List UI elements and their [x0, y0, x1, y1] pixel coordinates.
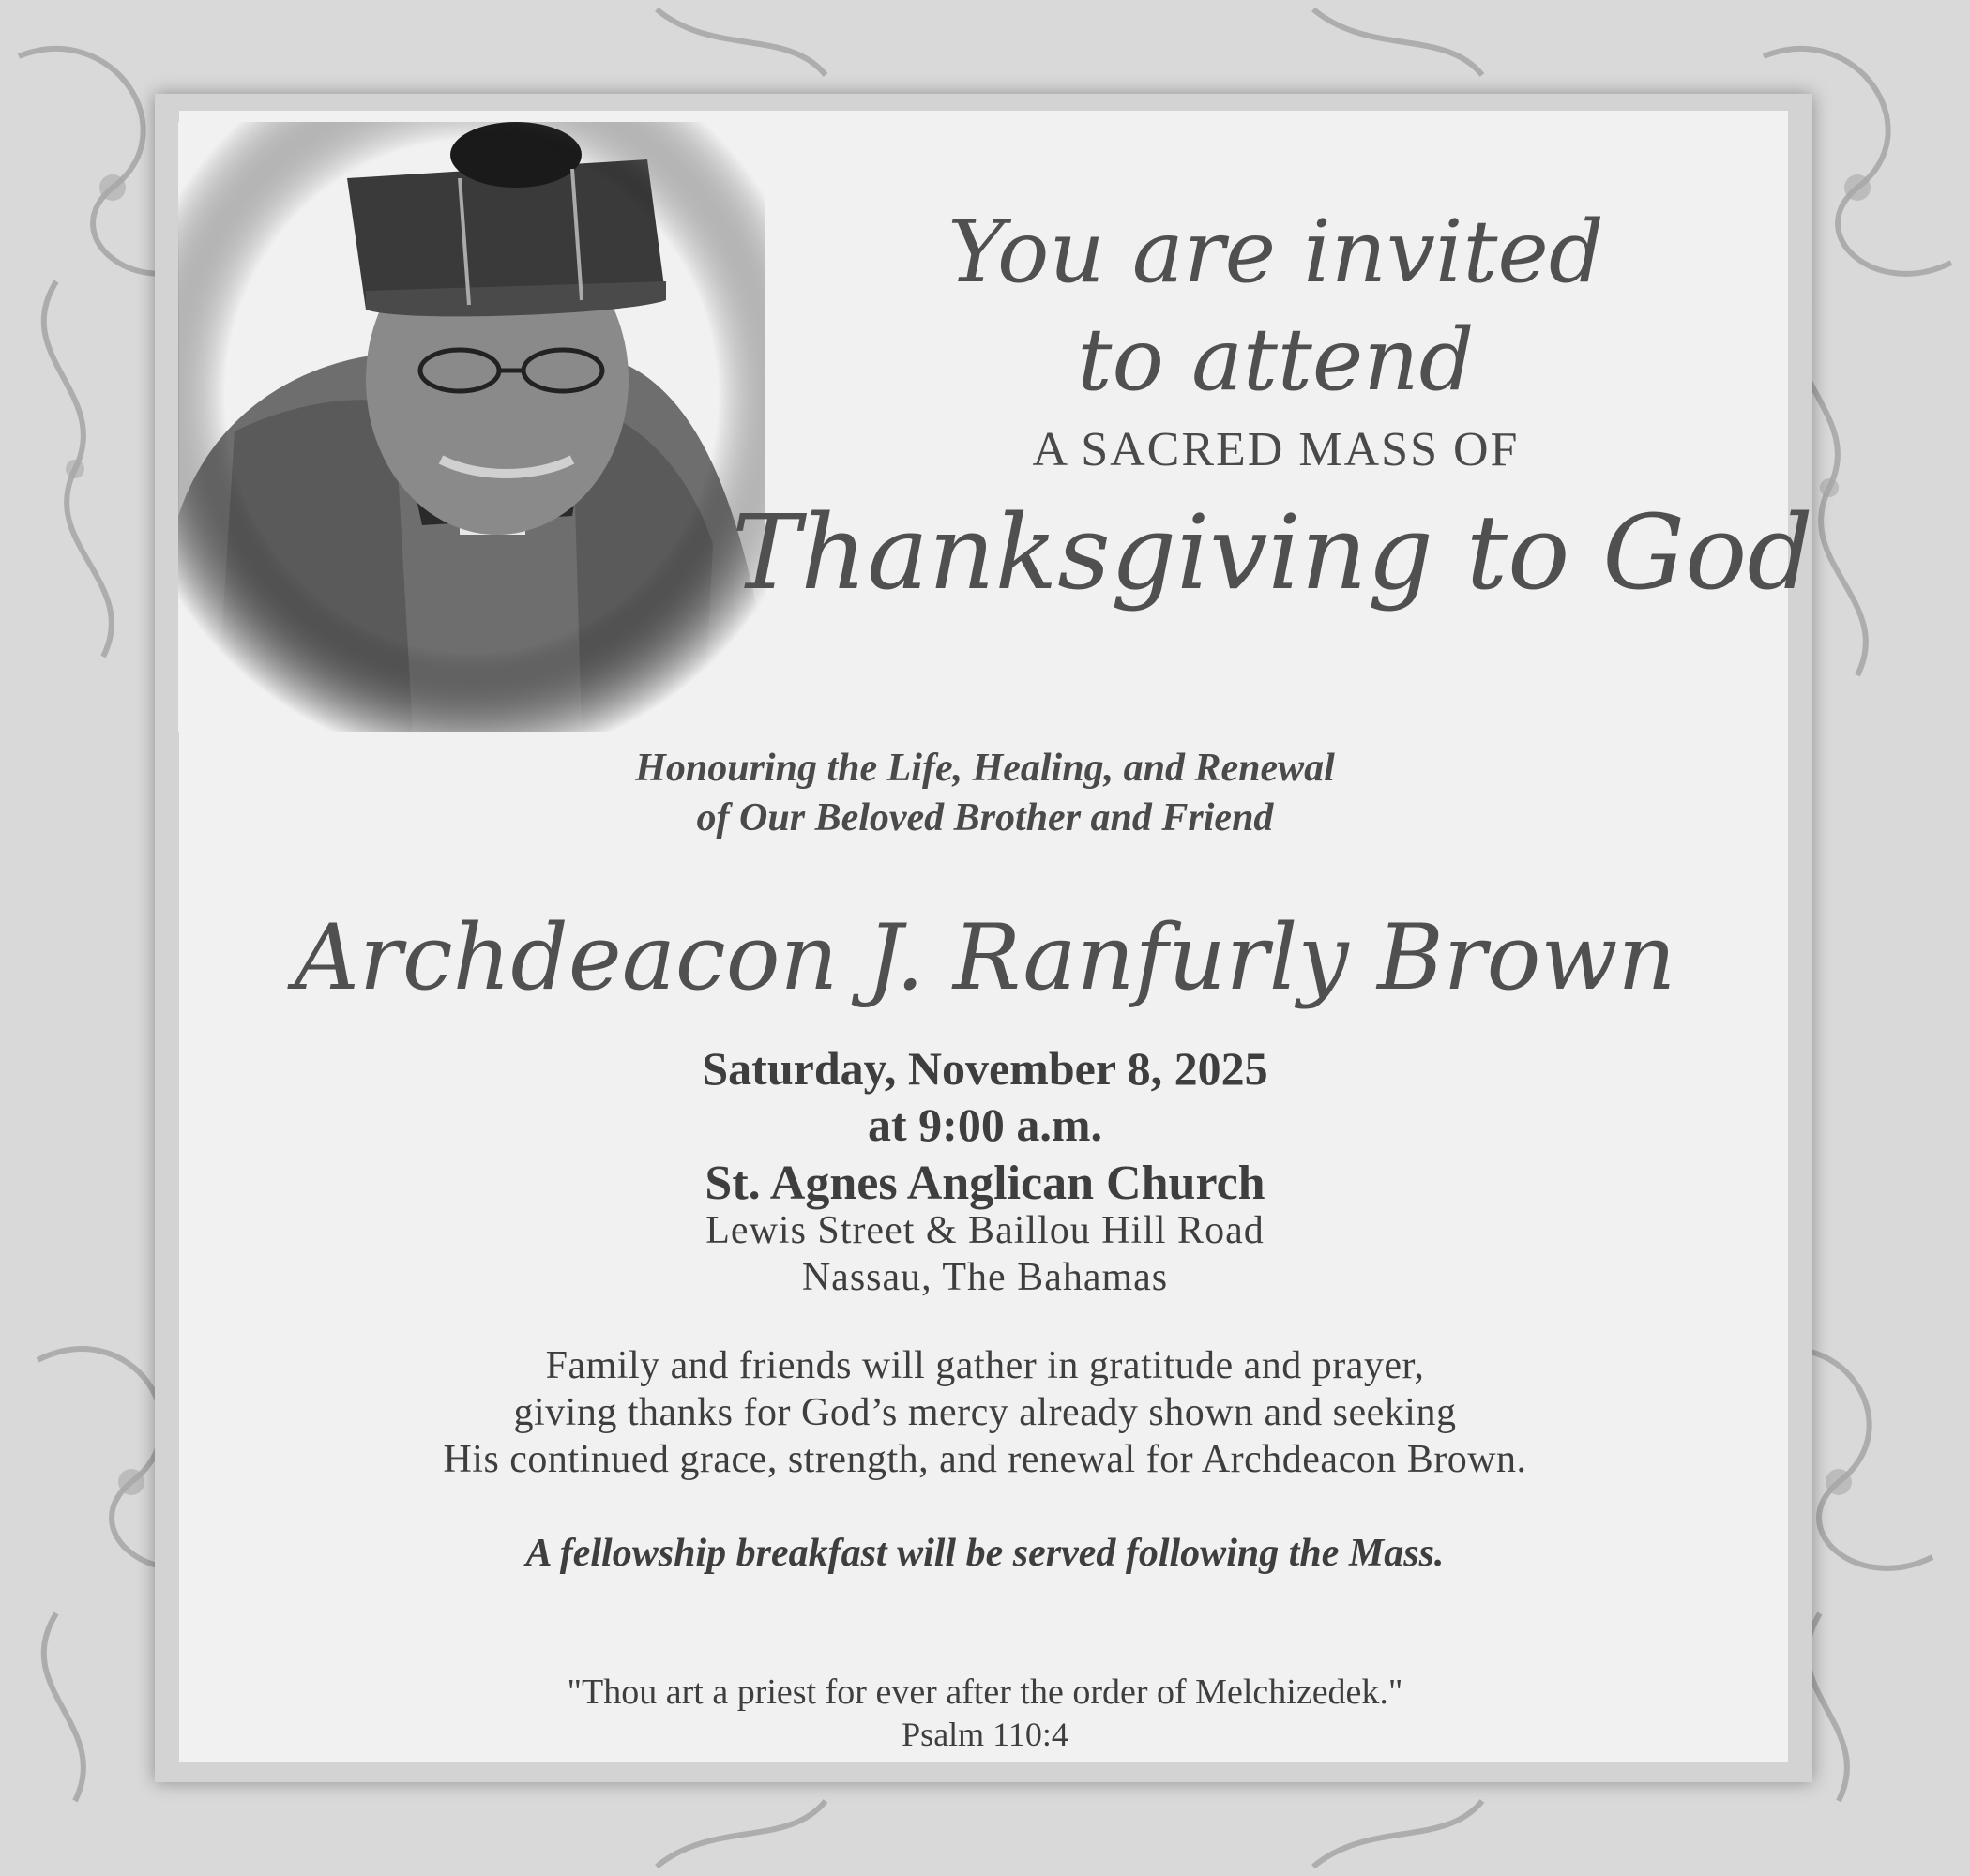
invitation-line-1: You are invited: [947, 202, 1604, 302]
scripture-reference: Psalm 110:4: [902, 1716, 1068, 1753]
honouring-line-2: of Our Beloved Brother and Friend: [696, 796, 1274, 840]
address-line-1: Lewis Street & Baillou Hill Road: [705, 1209, 1265, 1252]
portrait-photo: [178, 122, 765, 732]
invitation-line-2: to attend: [1077, 310, 1475, 410]
address-line-2: Nassau, The Bahamas: [801, 1256, 1169, 1299]
thanksgiving-heading: Thanksgiving to God: [732, 492, 1813, 613]
scripture-quote: "Thou art a priest for ever after the order of Melchizedek.": [567, 1672, 1403, 1712]
message-line-1: Family and friends will gather in gratitude and prayer,: [545, 1344, 1425, 1387]
event-date: Saturday, November 8, 2025: [702, 1042, 1268, 1095]
message-line-3: His continued grace, strength, and renewal for Archdeacon Brown.: [443, 1438, 1527, 1481]
fellowship-note: A fellowship breakfast will be served following the Mass.: [525, 1532, 1445, 1575]
event-time: at 9:00 a.m.: [868, 1098, 1102, 1151]
honouring-line-1: Honouring the Life, Healing, and Renewal: [635, 747, 1335, 790]
mass-heading: A SACRED MASS OF: [1032, 423, 1520, 477]
church-name: St. Agnes Anglican Church: [705, 1157, 1265, 1210]
message-line-2: giving thanks for God’s mercy already shown and seeking: [513, 1391, 1457, 1434]
honoree-name: Archdeacon J. Ranfurly Brown: [294, 905, 1676, 1010]
